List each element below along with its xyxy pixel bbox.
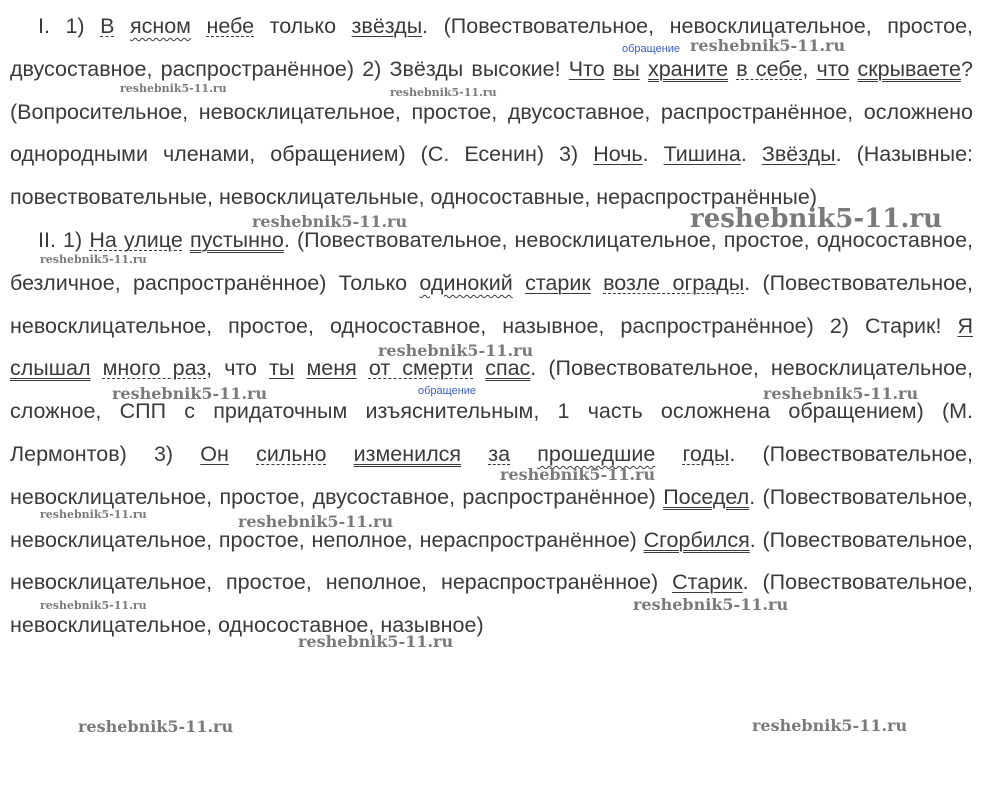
watermark: reshebnik5-11.ru: [252, 212, 408, 231]
predicate: скрываете: [857, 56, 961, 81]
watermark: reshebnik5-11.ru: [378, 341, 534, 360]
adverbial-modifier: небе: [206, 14, 255, 38]
watermark: reshebnik5-11.ru: [500, 465, 656, 484]
adverbial-modifier: годы: [682, 441, 730, 466]
adverbial-modifier: На улице: [89, 227, 183, 252]
object: что: [816, 56, 850, 81]
subject: ты: [269, 356, 295, 381]
text-run: . (Повествовательное, невосклицательное, сложное, СПП с придаточным изъяснительным, 1 часть осложнена обращением) (М. Лермонтов) 3): [10, 356, 973, 466]
predicate: Сгорбился: [643, 527, 750, 552]
text-run: [591, 271, 603, 295]
adverbial-modifier: за: [488, 441, 511, 466]
text-run: [357, 356, 369, 380]
watermark: reshebnik5-11.ru: [298, 632, 454, 651]
text-run: [191, 14, 207, 38]
text-run: ,: [802, 56, 817, 81]
text-run: [294, 356, 306, 380]
watermark: reshebnik5-11.ru: [112, 384, 268, 403]
watermark: reshebnik5-11.ru: [120, 82, 227, 95]
text-run: . (Повествовательное, невосклицательное, простое, односоставное, назывное, распространённое) 2) Старик!: [10, 270, 973, 338]
text-run: [229, 442, 256, 466]
subject: Тишина: [663, 142, 741, 167]
text-run: . (Повествовательное, невосклицательное, простое, неполное, нераспространённое): [10, 484, 973, 552]
text-run: [91, 356, 103, 380]
text-run: только: [254, 14, 352, 38]
adverbial-modifier: сильно: [256, 441, 327, 466]
watermark: reshebnik5-11.ru: [40, 508, 147, 521]
predicate: пустынно: [189, 227, 284, 252]
text-run: .: [740, 142, 762, 167]
text-run: [183, 228, 190, 252]
text-run: [640, 57, 648, 81]
text-run: [326, 442, 353, 466]
object: Что: [568, 56, 605, 81]
text-run: [513, 271, 525, 295]
exercise-part-2: [10, 219, 973, 647]
subject: Он: [200, 441, 229, 466]
predicate: храните: [647, 56, 729, 81]
watermark: reshebnik5-11.ru: [238, 512, 394, 531]
text-run: [510, 442, 537, 466]
text-run: [461, 442, 488, 466]
text-run: [605, 57, 613, 81]
adverbial-modifier: много раз: [102, 356, 207, 381]
text-run: I. 1): [38, 14, 101, 38]
text-run: [114, 14, 130, 38]
watermark: reshebnik5-11.ru: [690, 36, 846, 55]
watermark: reshebnik5-11.ru: [40, 253, 147, 266]
attribute: прошедшие: [537, 441, 656, 466]
predicate: спас: [485, 356, 531, 381]
text-run: [655, 442, 682, 466]
text-run: II. 1): [38, 227, 90, 252]
text-run: . (Повествовательное, невосклицательное, простое, неполное, нераспространённое): [10, 527, 973, 595]
subject: Старик: [672, 570, 743, 595]
subject: Я: [957, 313, 973, 338]
watermark: reshebnik5-11.ru: [40, 599, 147, 612]
object: меня: [306, 356, 357, 381]
text-run: , что: [206, 356, 270, 381]
subject: Звёзды: [761, 142, 836, 167]
adverbial-modifier: В: [100, 14, 115, 38]
text-run: . (Назывные: повествовательные, невосклицательные, односоставные, нераспространённые): [10, 142, 973, 210]
watermark: reshebnik5-11.ru: [633, 595, 789, 614]
address-annotation: обращение: [418, 385, 477, 397]
text-run: . (Повествовательное, невосклицательное, простое, двусоставное, распространённое): [10, 441, 973, 509]
document-text: [10, 5, 973, 647]
predicate: изменился: [353, 441, 462, 466]
subject: старик: [525, 270, 591, 295]
predicate: слышал: [10, 356, 91, 381]
text-run: .: [642, 142, 664, 167]
subject: Ночь: [593, 142, 643, 167]
watermark: reshebnik5-11.ru: [690, 204, 943, 234]
subject: звёзды: [351, 14, 423, 38]
text-run: . (Повествовательное, невосклицательное, простое, односоставное, безличное, распространённое) Только: [10, 227, 973, 295]
adverbial-modifier: от смерти: [368, 356, 474, 381]
text-run: . (Повествовательное, невосклицательное, односоставное, назывное): [10, 570, 973, 638]
attribute: ясном: [129, 14, 191, 38]
watermark: reshebnik5-11.ru: [78, 717, 234, 736]
adverbial-modifier: возле ограды: [603, 270, 745, 295]
text-run: ? (Вопросительное, невосклицательное, простое, двусоставное, распространённое, осложнено однородными членами, обращением) (С. Есенин) 3): [10, 56, 973, 167]
subject: вы: [612, 56, 640, 81]
watermark: reshebnik5-11.ru: [752, 716, 908, 735]
predicate: Поседел: [663, 484, 750, 509]
adverbial-modifier: в себе: [736, 56, 803, 81]
text-run: . (Повествовательное, невосклицательное, простое, двусоставное, распространённое) 2) Звёзды высокие!: [10, 14, 973, 81]
attribute: одинокий: [419, 270, 513, 295]
address-annotation: обращение: [622, 43, 681, 55]
watermark: reshebnik5-11.ru: [763, 384, 919, 403]
watermark: reshebnik5-11.ru: [390, 86, 497, 99]
